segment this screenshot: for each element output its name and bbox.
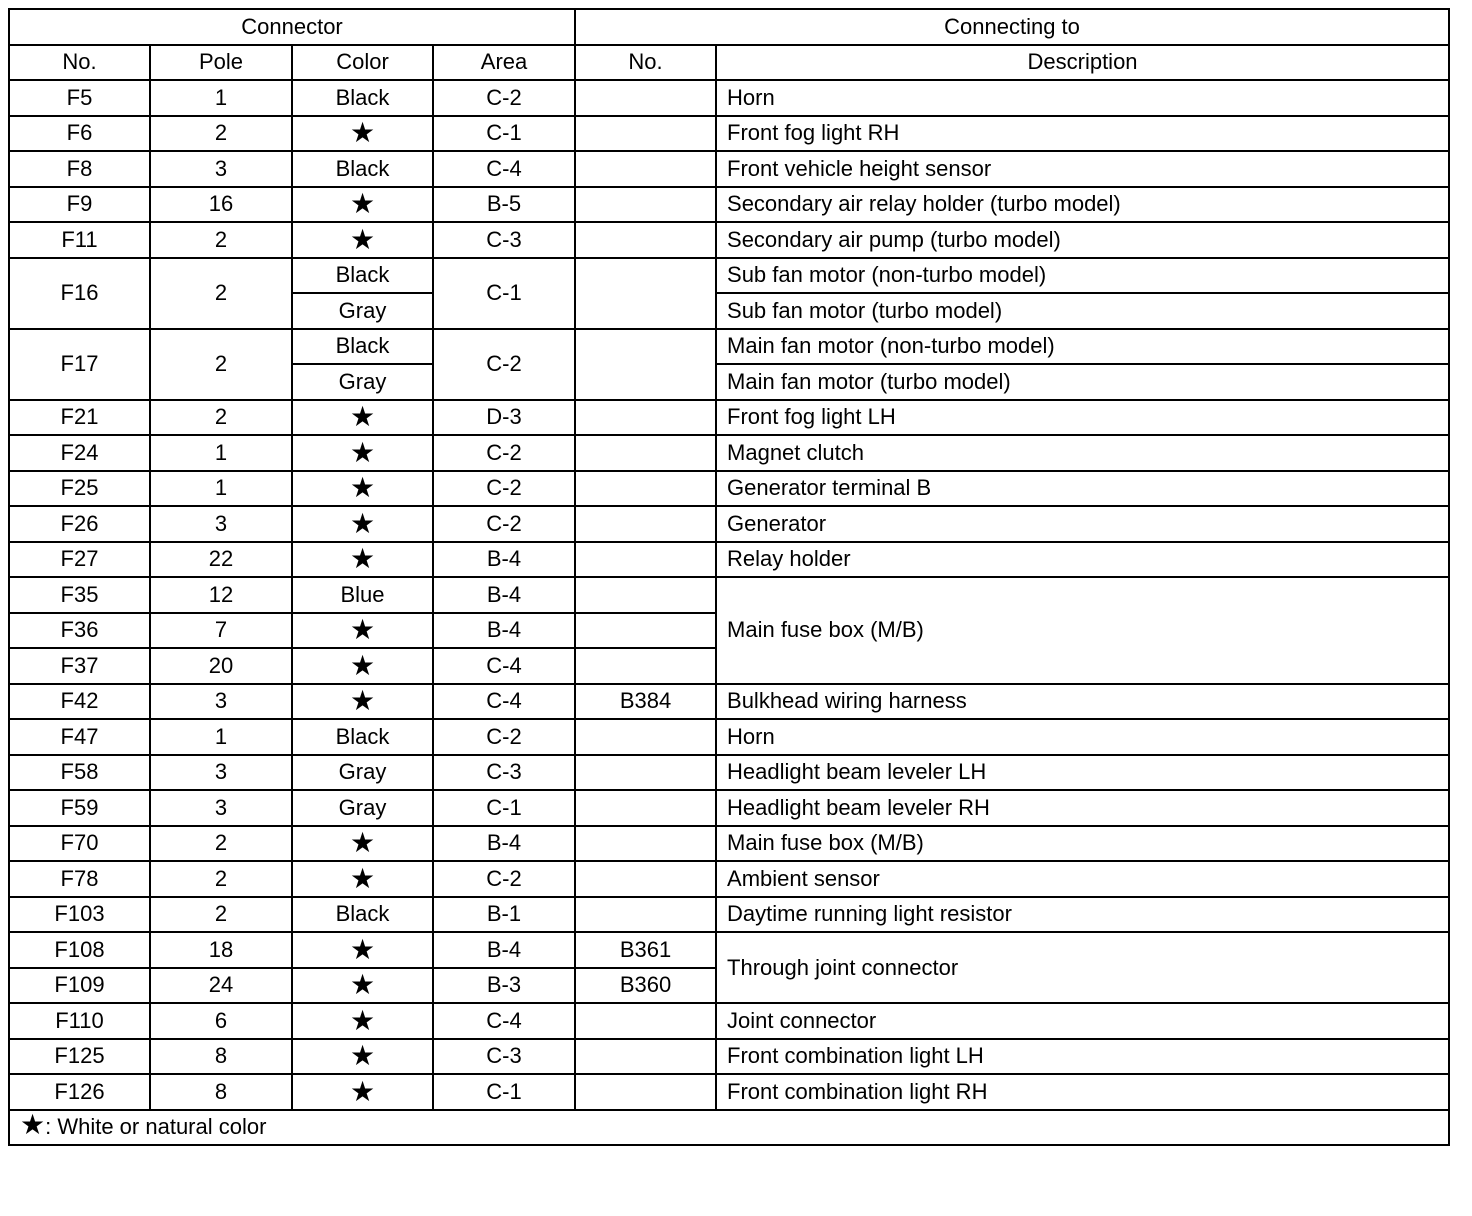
- table-row: [9, 222, 1449, 258]
- pole-count: 22: [150, 542, 292, 578]
- header-column-row: [9, 45, 1449, 81]
- pole-count: 24: [150, 968, 292, 1004]
- connecting-no: [575, 400, 716, 436]
- color-cell: Black: [292, 897, 433, 933]
- description-cell: Main fan motor (turbo model): [716, 364, 1449, 400]
- star-icon: ★: [292, 222, 433, 258]
- star-icon: ★: [292, 471, 433, 507]
- area-cell: B-4: [433, 932, 575, 968]
- description-cell: Bulkhead wiring harness: [716, 684, 1449, 720]
- connecting-no: B384: [575, 684, 716, 720]
- star-icon: ★: [292, 861, 433, 897]
- pole-count: 3: [150, 755, 292, 791]
- description-cell: Relay holder: [716, 542, 1449, 578]
- connector-no: F47: [9, 719, 150, 755]
- header-color: Color: [292, 45, 433, 81]
- connector-no: F108: [9, 932, 150, 968]
- table-row: [9, 826, 1449, 862]
- star-icon: ★: [292, 542, 433, 578]
- description-cell: Joint connector: [716, 1003, 1449, 1039]
- pole-count: 1: [150, 80, 292, 116]
- connecting-no: [575, 471, 716, 507]
- connector-no: F25: [9, 471, 150, 507]
- header-pole: Pole: [150, 45, 292, 81]
- pole-count: 3: [150, 151, 292, 187]
- star-icon: ★: [292, 435, 433, 471]
- connector-no: F8: [9, 151, 150, 187]
- header-no: No.: [9, 45, 150, 81]
- pole-count: 2: [150, 897, 292, 933]
- table-row: [9, 258, 1449, 294]
- area-cell: D-3: [433, 400, 575, 436]
- description-cell: Main fuse box (M/B): [716, 826, 1449, 862]
- table-row: [9, 755, 1449, 791]
- description-cell: Secondary air relay holder (turbo model): [716, 187, 1449, 223]
- description-cell: Sub fan motor (non-turbo model): [716, 258, 1449, 294]
- star-icon: ★: [292, 400, 433, 436]
- connector-no: F27: [9, 542, 150, 578]
- star-icon: ★: [292, 1003, 433, 1039]
- table-row: [9, 897, 1449, 933]
- legend-text: : White or natural color: [45, 1114, 267, 1140]
- table-header: [9, 9, 1449, 80]
- description-cell: Generator: [716, 506, 1449, 542]
- description-cell: Front combination light RH: [716, 1074, 1449, 1110]
- color-cell: Black: [292, 151, 433, 187]
- area-cell: B-5: [433, 187, 575, 223]
- pole-count: 2: [150, 329, 292, 400]
- table-row: [9, 684, 1449, 720]
- table-row: [9, 506, 1449, 542]
- connector-no: F11: [9, 222, 150, 258]
- header-connector: Connector: [9, 9, 575, 45]
- description-cell: Headlight beam leveler LH: [716, 755, 1449, 791]
- description-cell-merged: Main fuse box (M/B): [716, 577, 1449, 684]
- table-row: [9, 932, 1449, 968]
- area-cell: B-1: [433, 897, 575, 933]
- description-cell: Secondary air pump (turbo model): [716, 222, 1449, 258]
- table-row: [9, 471, 1449, 507]
- color-cell: Black: [292, 80, 433, 116]
- star-icon: ★: [292, 932, 433, 968]
- connecting-no: [575, 116, 716, 152]
- description-cell-merged: Through joint connector: [716, 932, 1449, 1003]
- table-row: [9, 577, 1449, 613]
- area-cell: B-4: [433, 613, 575, 649]
- area-cell: B-4: [433, 826, 575, 862]
- pole-count: 2: [150, 826, 292, 862]
- table-row: [9, 329, 1449, 365]
- table-body: [9, 80, 1449, 1145]
- pole-count: 6: [150, 1003, 292, 1039]
- connecting-no: [575, 826, 716, 862]
- area-cell: C-1: [433, 1074, 575, 1110]
- area-cell: C-4: [433, 684, 575, 720]
- area-cell: C-4: [433, 151, 575, 187]
- star-icon: ★: [292, 613, 433, 649]
- table-row: [9, 151, 1449, 187]
- connecting-no: [575, 258, 716, 329]
- connecting-no: [575, 577, 716, 613]
- description-cell: Horn: [716, 80, 1449, 116]
- star-icon: ★: [292, 968, 433, 1004]
- connecting-no: [575, 897, 716, 933]
- header-group-row: [9, 9, 1449, 45]
- connecting-no: [575, 435, 716, 471]
- table-row: [9, 542, 1449, 578]
- table-row: [9, 116, 1449, 152]
- connector-table: [8, 8, 1450, 1146]
- pole-count: 8: [150, 1074, 292, 1110]
- connecting-no: [575, 613, 716, 649]
- pole-count: 2: [150, 116, 292, 152]
- area-cell: B-4: [433, 577, 575, 613]
- table-row: [9, 861, 1449, 897]
- connector-no: F35: [9, 577, 150, 613]
- connector-no: F21: [9, 400, 150, 436]
- connector-no: F9: [9, 187, 150, 223]
- star-icon: ★: [292, 1074, 433, 1110]
- pole-count: 1: [150, 435, 292, 471]
- area-cell: C-3: [433, 755, 575, 791]
- description-cell: Headlight beam leveler RH: [716, 790, 1449, 826]
- description-cell: Generator terminal B: [716, 471, 1449, 507]
- header-connecting-to: Connecting to: [575, 9, 1449, 45]
- connecting-no: [575, 1039, 716, 1075]
- connecting-no: [575, 329, 716, 400]
- pole-count: 2: [150, 861, 292, 897]
- star-icon: ★: [292, 187, 433, 223]
- table-row: [9, 435, 1449, 471]
- description-cell: Ambient sensor: [716, 861, 1449, 897]
- pole-count: 20: [150, 648, 292, 684]
- pole-count: 7: [150, 613, 292, 649]
- table-row: [9, 1039, 1449, 1075]
- table-row: [9, 790, 1449, 826]
- legend-row: [9, 1110, 1449, 1146]
- pole-count: 2: [150, 258, 292, 329]
- connector-no: F6: [9, 116, 150, 152]
- table-row: [9, 1074, 1449, 1110]
- star-icon: ★: [292, 648, 433, 684]
- connecting-no: B360: [575, 968, 716, 1004]
- pole-count: 8: [150, 1039, 292, 1075]
- description-cell: Front fog light RH: [716, 116, 1449, 152]
- header-connecting-no: No.: [575, 45, 716, 81]
- connecting-no: [575, 506, 716, 542]
- color-cell: Gray: [292, 790, 433, 826]
- description-cell: Front fog light LH: [716, 400, 1449, 436]
- table-row: [9, 1003, 1449, 1039]
- connector-no: F126: [9, 1074, 150, 1110]
- connector-no: F103: [9, 897, 150, 933]
- pole-count: 2: [150, 400, 292, 436]
- star-icon: ★: [292, 116, 433, 152]
- area-cell: C-2: [433, 435, 575, 471]
- description-cell: Daytime running light resistor: [716, 897, 1449, 933]
- header-area: Area: [433, 45, 575, 81]
- area-cell: C-2: [433, 80, 575, 116]
- header-description: Description: [716, 45, 1449, 81]
- pole-count: 3: [150, 506, 292, 542]
- connector-no: F24: [9, 435, 150, 471]
- color-cell: Gray: [292, 755, 433, 791]
- connecting-no: [575, 755, 716, 791]
- connector-no: F42: [9, 684, 150, 720]
- description-cell: Horn: [716, 719, 1449, 755]
- description-cell: Sub fan motor (turbo model): [716, 293, 1449, 329]
- description-cell: Main fan motor (non-turbo model): [716, 329, 1449, 365]
- description-cell: Magnet clutch: [716, 435, 1449, 471]
- pole-count: 1: [150, 471, 292, 507]
- connector-no: F59: [9, 790, 150, 826]
- color-cell: Black: [292, 329, 433, 365]
- star-icon: ★: [292, 826, 433, 862]
- table-row: [9, 400, 1449, 436]
- area-cell: C-1: [433, 258, 575, 329]
- connecting-no: [575, 222, 716, 258]
- pole-count: 3: [150, 790, 292, 826]
- connector-no: F58: [9, 755, 150, 791]
- connecting-no: [575, 790, 716, 826]
- area-cell: C-2: [433, 719, 575, 755]
- connecting-no: [575, 151, 716, 187]
- connecting-no: [575, 542, 716, 578]
- connector-no: F70: [9, 826, 150, 862]
- pole-count: 2: [150, 222, 292, 258]
- connecting-no: [575, 1074, 716, 1110]
- connector-no: F16: [9, 258, 150, 329]
- connecting-no: [575, 1003, 716, 1039]
- area-cell: C-3: [433, 222, 575, 258]
- star-icon: ★: [292, 684, 433, 720]
- color-cell: Black: [292, 258, 433, 294]
- connecting-no: [575, 80, 716, 116]
- connector-no: F125: [9, 1039, 150, 1075]
- connector-no: F17: [9, 329, 150, 400]
- connecting-no: [575, 719, 716, 755]
- area-cell: C-2: [433, 471, 575, 507]
- description-cell: Front vehicle height sensor: [716, 151, 1449, 187]
- table-row: [9, 719, 1449, 755]
- connector-no: F110: [9, 1003, 150, 1039]
- color-cell: Gray: [292, 364, 433, 400]
- table-row: [9, 80, 1449, 116]
- connecting-no: [575, 648, 716, 684]
- area-cell: C-2: [433, 506, 575, 542]
- area-cell: C-4: [433, 1003, 575, 1039]
- area-cell: C-2: [433, 329, 575, 400]
- description-cell: Front combination light LH: [716, 1039, 1449, 1075]
- area-cell: C-3: [433, 1039, 575, 1075]
- star-icon: ★: [20, 1109, 46, 1141]
- connecting-no: [575, 187, 716, 223]
- area-cell: B-4: [433, 542, 575, 578]
- area-cell: C-2: [433, 861, 575, 897]
- color-cell: Gray: [292, 293, 433, 329]
- pole-count: 16: [150, 187, 292, 223]
- pole-count: 3: [150, 684, 292, 720]
- star-icon: ★: [292, 506, 433, 542]
- area-cell: B-3: [433, 968, 575, 1004]
- legend: [9, 1110, 1449, 1146]
- connector-no: F37: [9, 648, 150, 684]
- color-cell: Blue: [292, 577, 433, 613]
- pole-count: 12: [150, 577, 292, 613]
- connector-no: F78: [9, 861, 150, 897]
- area-cell: C-4: [433, 648, 575, 684]
- area-cell: C-1: [433, 116, 575, 152]
- color-cell: Black: [292, 719, 433, 755]
- table-row: [9, 187, 1449, 223]
- connecting-no: [575, 861, 716, 897]
- connector-no: F5: [9, 80, 150, 116]
- connector-no: F26: [9, 506, 150, 542]
- star-icon: ★: [292, 1039, 433, 1075]
- connector-no: F36: [9, 613, 150, 649]
- pole-count: 1: [150, 719, 292, 755]
- connector-no: F109: [9, 968, 150, 1004]
- pole-count: 18: [150, 932, 292, 968]
- area-cell: C-1: [433, 790, 575, 826]
- connecting-no: B361: [575, 932, 716, 968]
